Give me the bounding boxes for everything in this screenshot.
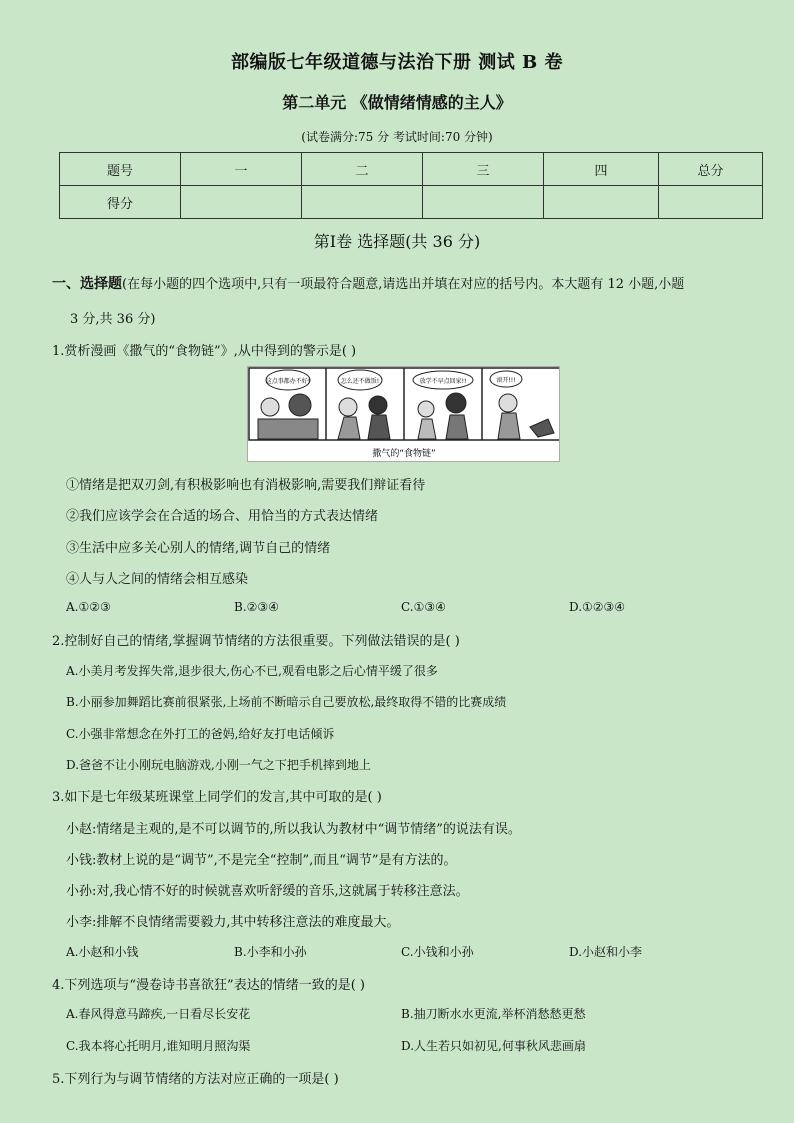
score-input-cell xyxy=(181,186,302,219)
score-cell: 得分 xyxy=(60,186,181,219)
statement: ①情绪是把双刃剑,有积极影响也有消极影响,需要我们辩证看待 xyxy=(66,478,426,493)
comic-bubble: 放学不早点回家!! xyxy=(419,378,467,385)
option-c: C.小强非常想念在外打工的爸妈,给好友打电话倾诉 xyxy=(66,727,335,741)
statement: ②我们应该学会在合适的场合、用恰当的方式表达情绪 xyxy=(66,509,379,524)
statement: 小钱:教材上说的是“调节”,不是完全“控制”,而且“调节”是有方法的。 xyxy=(66,853,457,868)
option-c: C.①③④ xyxy=(401,600,446,614)
option-c: C.小钱和小孙 xyxy=(401,945,474,959)
option-c: C.我本将心托明月,谁知明月照沟渠 xyxy=(66,1039,251,1053)
option-d: D.人生若只如初见,何事秋风悲画扇 xyxy=(401,1039,586,1053)
statement: 小孙:对,我心情不好的时候就喜欢听舒缓的音乐,这就属于转移注意法。 xyxy=(66,884,469,899)
option-d: D.小赵和小李 xyxy=(569,945,643,959)
option-d: D.①②③④ xyxy=(569,600,626,614)
score-table-header-row xyxy=(60,153,763,186)
score-input-cell xyxy=(659,186,763,219)
comic-bubble: 怎么还不做饭! xyxy=(340,378,380,385)
comic-caption: 撒气的“食物链” xyxy=(372,449,436,459)
option-a: A.小美月考发挥失常,退步很大,伤心不已,观看电影之后心情平缓了很多 xyxy=(66,664,438,678)
score-table xyxy=(59,152,763,219)
question-stem: 2.控制好自己的情绪,掌握调节情绪的方法很重要。下列做法错误的是( ) xyxy=(52,634,460,649)
exam-title: 部编版七年级道德与法治下册 测试 B 卷 xyxy=(230,52,563,73)
option-b: B.小李和小孙 xyxy=(234,945,307,959)
score-input-cell xyxy=(423,186,544,219)
comic-bubble: 滚开!!! xyxy=(496,377,516,384)
option-b: B.②③④ xyxy=(234,600,279,614)
question-stem: 3.如下是七年级某班课堂上同学们的发言,其中可取的是( ) xyxy=(52,790,382,805)
instruction-text: (在每小题的四个选项中,只有一项最符合题意,请选出并填在对应的括号内。本大题有 12 小题,小题 xyxy=(122,277,685,292)
option-b: B.抽刀断水水更流,举杯消愁愁更愁 xyxy=(401,1007,586,1021)
score-cell: 四 xyxy=(544,153,659,186)
option-b: B.小丽参加舞蹈比赛前很紧张,上场前不断暗示自己要放松,最终取得不错的比赛成绩 xyxy=(66,695,507,709)
section-title: 第Ⅰ卷 选择题(共 36 分) xyxy=(313,232,481,251)
unit-title: 第二单元 《做情绪情感的主人》 xyxy=(282,93,512,112)
score-cell: 总分 xyxy=(659,153,763,186)
comic-drawing xyxy=(248,367,560,462)
statement: 小李:排解不良情绪需要毅力,其中转移注意法的难度最大。 xyxy=(66,915,400,930)
score-cell: 二 xyxy=(302,153,423,186)
section-heading: 一、选择题 xyxy=(52,276,122,292)
statement: ③生活中应多关心别人的情绪,调节自己的情绪 xyxy=(66,541,331,556)
score-cell: 一 xyxy=(181,153,302,186)
option-a: A.①②③ xyxy=(66,600,111,614)
score-cell: 三 xyxy=(423,153,544,186)
score-cell: 题号 xyxy=(60,153,181,186)
score-table-score-row xyxy=(60,186,763,219)
score-input-cell xyxy=(544,186,659,219)
question-stem: 1.赏析漫画《撒气的“食物链”》,从中得到的警示是( ) xyxy=(52,344,357,359)
statement: 小赵:情绪是主观的,是不可以调节的,所以我认为教材中“调节情绪”的说法有误。 xyxy=(66,822,521,837)
score-input-cell xyxy=(302,186,423,219)
statement: ④人与人之间的情绪会相互感染 xyxy=(66,572,249,587)
exam-meta: (试卷满分:75 分 考试时间:70 分钟) xyxy=(301,130,493,144)
option-a: A.小赵和小钱 xyxy=(66,945,139,959)
section-instruction xyxy=(52,273,684,293)
instruction-text: 3 分,共 36 分) xyxy=(70,312,156,327)
question-stem: 5.下列行为与调节情绪的方法对应正确的一项是( ) xyxy=(52,1072,339,1087)
option-a: A.春风得意马蹄疾,一日看尽长安花 xyxy=(66,1007,251,1021)
comic-bubble: 这点事都办不好! xyxy=(265,378,311,385)
question-stem: 4.下列选项与“漫卷诗书喜欲狂”表达的情绪一致的是( ) xyxy=(52,978,365,993)
option-d: D.爸爸不让小刚玩电脑游戏,小刚一气之下把手机摔到地上 xyxy=(66,758,371,772)
comic-image xyxy=(247,366,560,462)
